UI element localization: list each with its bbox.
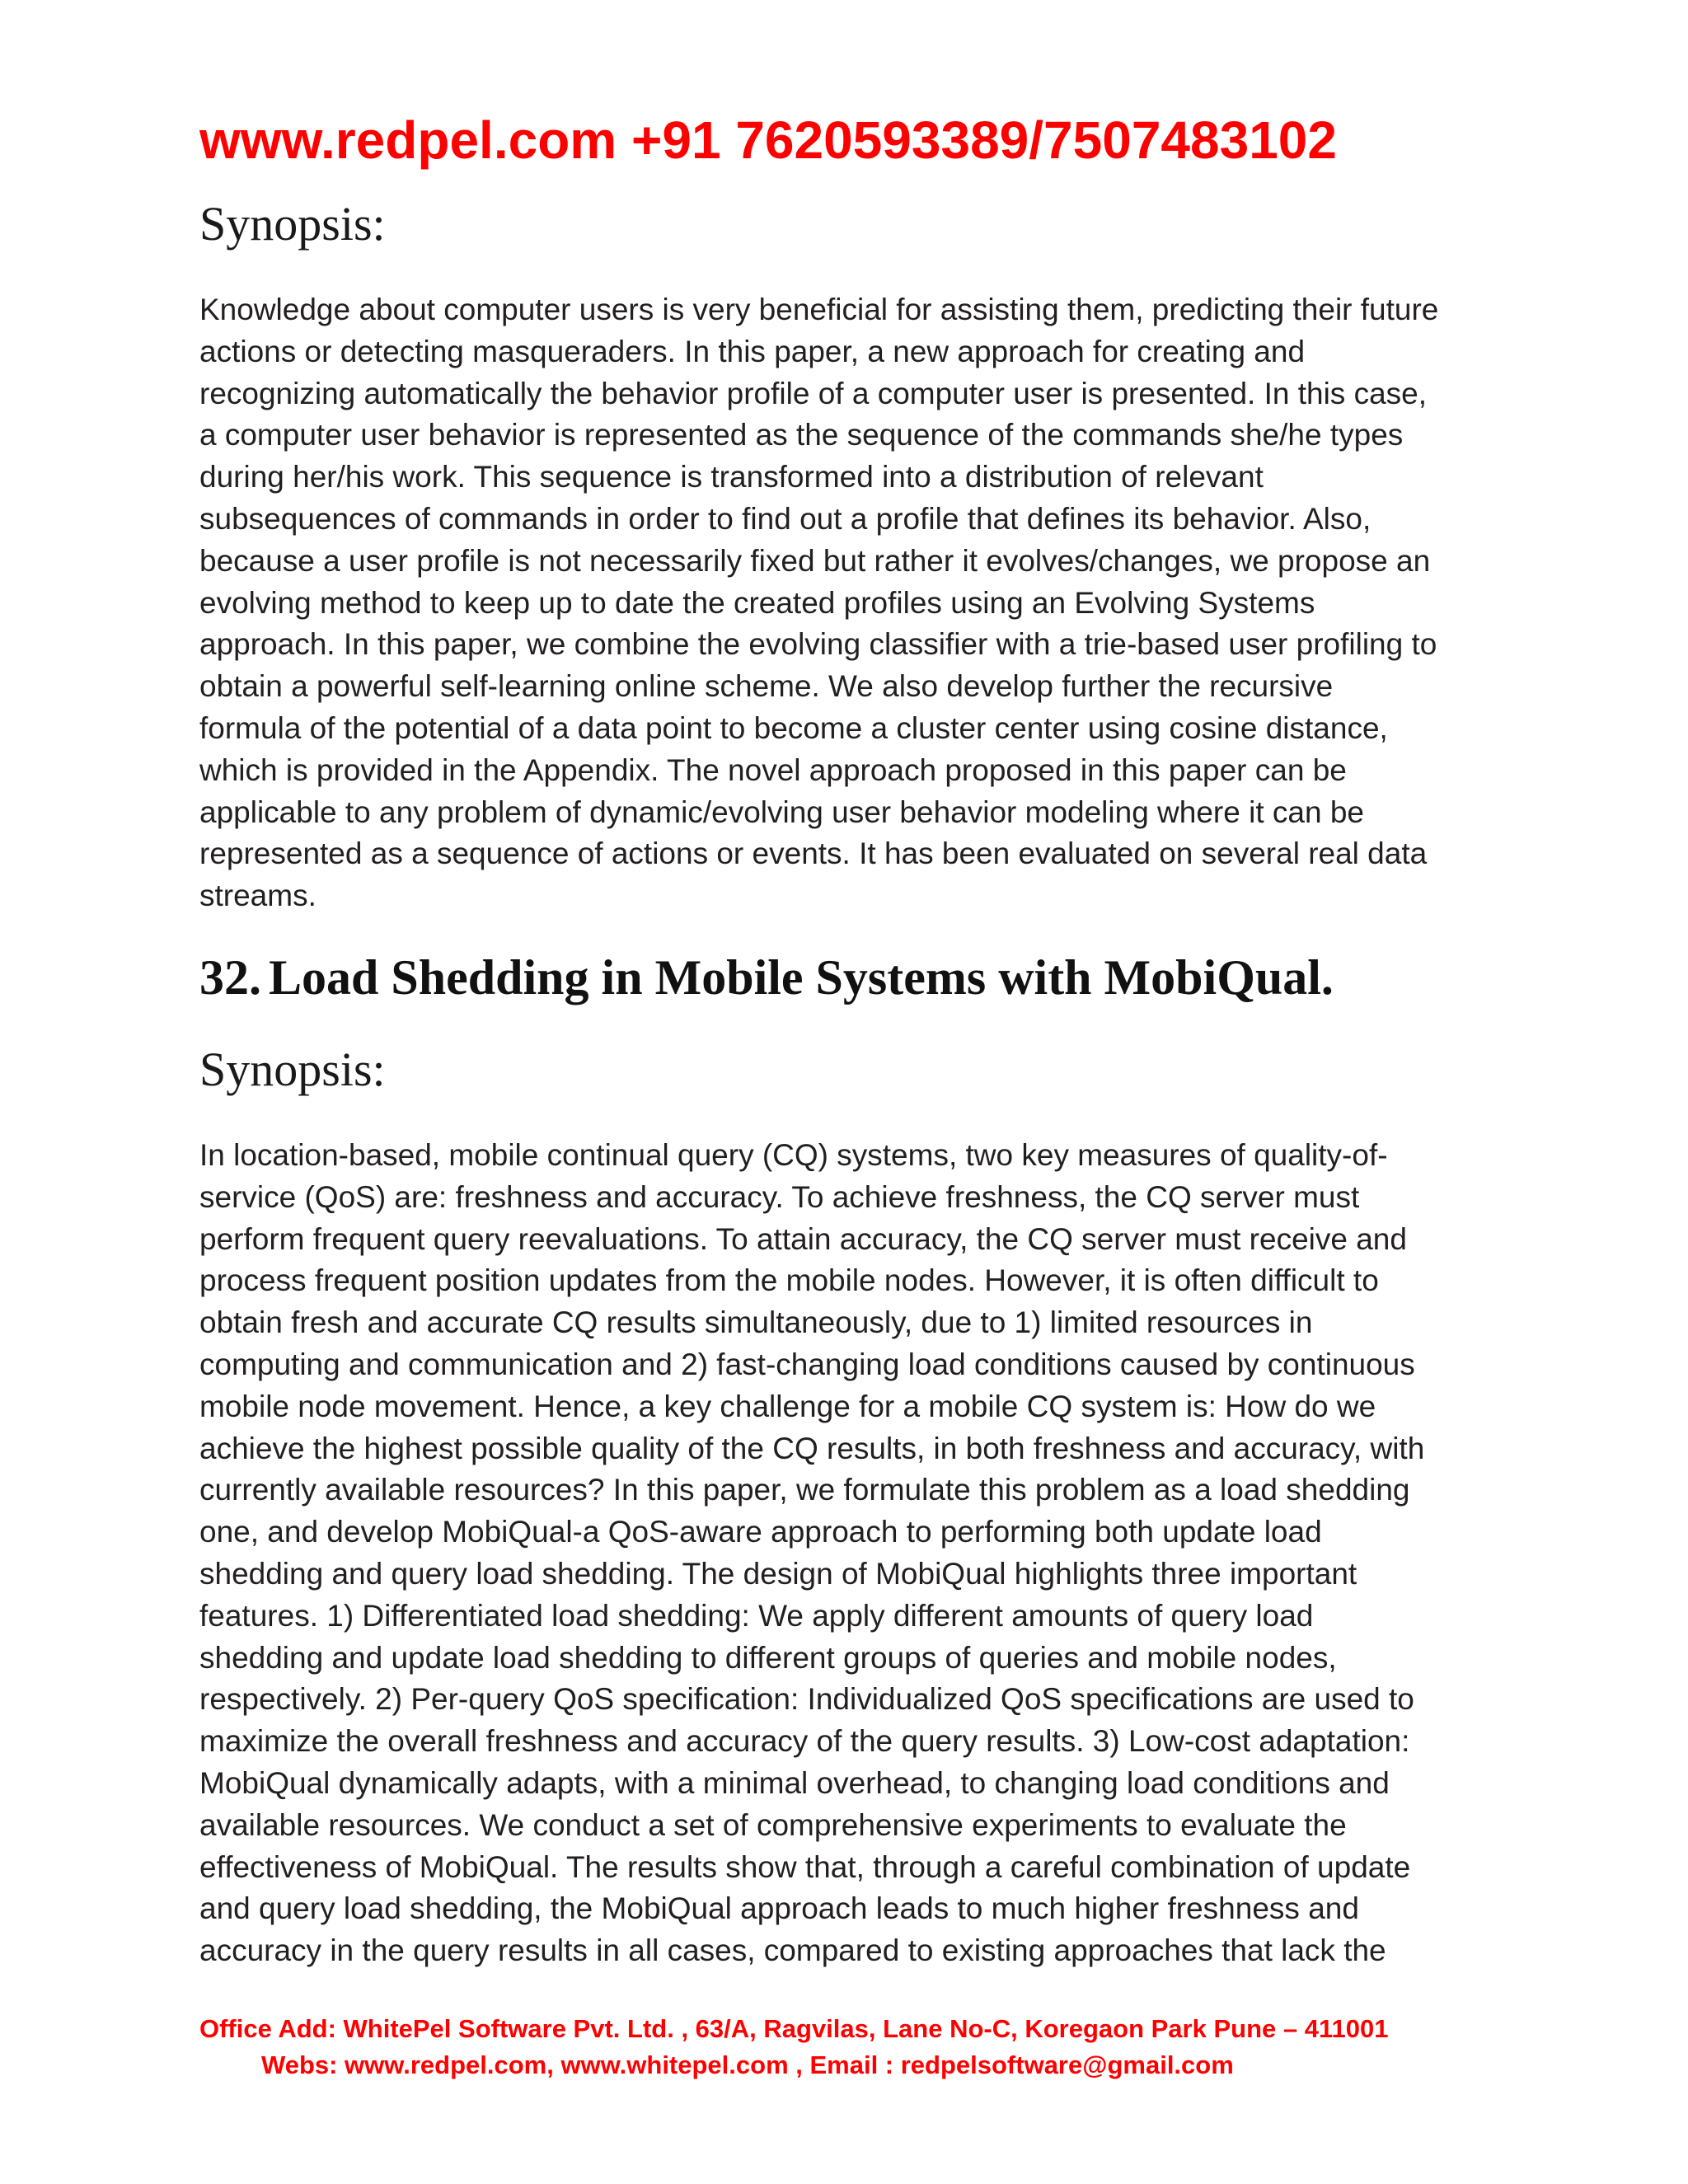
paragraph-line: service (QoS) are: freshness and accuracy. To achieve freshness, the CQ server must	[199, 1179, 1360, 1214]
section-title-text: Load Shedding in Mobile Systems with MobiQual.	[269, 950, 1334, 1005]
paragraph-line: shedding and query load shedding. The design of MobiQual highlights three important	[199, 1556, 1357, 1591]
paragraph-line: mobile node movement. Hence, a key challenge for a mobile CQ system is: How do we	[199, 1389, 1376, 1423]
paragraph-line: effectiveness of MobiQual. The results show that, through a careful combination of update	[199, 1849, 1411, 1884]
paragraph-line: actions or detecting masqueraders. In this paper, a new approach for creating and	[199, 334, 1306, 368]
synopsis-paragraph-1	[199, 289, 1518, 917]
paragraph-line: In location-based, mobile continual query (CQ) systems, two key measures of quality-of-	[199, 1138, 1388, 1172]
paragraph-line: applicable to any problem of dynamic/evolving user behavior modeling where it can be	[199, 794, 1364, 829]
paragraph-line: one, and develop MobiQual-a QoS-aware approach to performing both update load	[199, 1515, 1322, 1549]
paragraph-line: streams.	[199, 879, 316, 913]
paragraph-line: process frequent position updates from the mobile nodes. However, it is often difficult to	[199, 1263, 1379, 1298]
paragraph-line: respectively. 2) Per-query QoS specification: Individualized QoS specifications are used to	[199, 1682, 1414, 1717]
paragraph-line: which is provided in the Appendix. The novel approach proposed in this paper can be	[199, 752, 1347, 787]
paragraph-line: MobiQual dynamically adapts, with a minimal overhead, to changing load conditions and	[199, 1765, 1390, 1800]
synopsis-heading-1: Synopsis:	[199, 197, 386, 251]
paragraph-line: subsequences of commands in order to find out a profile that defines its behavior. Also,	[199, 501, 1372, 536]
paragraph-line: obtain fresh and accurate CQ results simultaneously, due to 1) limited resources in	[199, 1305, 1313, 1340]
paragraph-line: Knowledge about computer users is very beneficial for assisting them, predicting their future	[199, 293, 1439, 326]
paragraph-line: accuracy in the query results in all cases, compared to existing approaches that lack the	[199, 1933, 1386, 1968]
paragraph-line: represented as a sequence of actions or events. It has been evaluated on several real data	[199, 837, 1428, 871]
synopsis-paragraph-2	[199, 1135, 1518, 1972]
paragraph-line: shedding and update load shedding to different groups of queries and mobile nodes,	[199, 1640, 1337, 1675]
section-title	[199, 946, 1334, 1009]
paragraph-line: obtain a powerful self-learning online scheme. We also develop further the recursive	[199, 669, 1334, 704]
paragraph-line: recognizing automatically the behavior profile of a computer user is presented. In this case,	[199, 376, 1428, 410]
paragraph-line: achieve the highest possible quality of the CQ results, in both freshness and accuracy, with	[199, 1431, 1425, 1465]
contact-header: www.redpel.com +91 7620593389/7507483102	[199, 110, 1337, 170]
paragraph-line: because a user profile is not necessarily fixed but rather it evolves/changes, we propose an	[199, 543, 1431, 578]
paragraph-line: evolving method to keep up to date the created profiles using an Evolving Systems	[199, 585, 1315, 620]
paragraph-line: a computer user behavior is represented as the sequence of the commands she/he types	[199, 418, 1404, 452]
footer-address: Office Add: WhitePel Software Pvt. Ltd. , 63/A, Ragvilas, Lane No-C, Koregaon Park Pune – 411001	[199, 2014, 1389, 2043]
paragraph-line: formula of the potential of a data point to become a cluster center using cosine distance,	[199, 710, 1388, 745]
paragraph-line: maximize the overall freshness and accuracy of the query results. 3) Low-cost adaptation:	[199, 1724, 1410, 1759]
paragraph-line: available resources. We conduct a set of comprehensive experiments to evaluate the	[199, 1807, 1347, 1842]
paragraph-line: approach. In this paper, we combine the evolving classifier with a trie-based user profiling to	[199, 627, 1437, 662]
paragraph-line: computing and communication and 2) fast-changing load conditions caused by continuous	[199, 1347, 1415, 1381]
section-number: 32.	[199, 950, 261, 1005]
paragraph-line: features. 1) Differentiated load shedding: We apply different amounts of query load	[199, 1598, 1314, 1633]
paragraph-line: during her/his work. This sequence is transformed into a distribution of relevant	[199, 460, 1264, 494]
footer-webs: Webs: www.redpel.com, www.whitepel.com , Email : redpelsoftware@gmail.com	[261, 2050, 1234, 2079]
synopsis-heading-2: Synopsis:	[199, 1043, 386, 1096]
paragraph-line: and query load shedding, the MobiQual approach leads to much higher freshness and	[199, 1891, 1359, 1926]
paragraph-line: currently available resources? In this paper, we formulate this problem as a load shedding	[199, 1473, 1410, 1507]
paragraph-line: perform frequent query reevaluations. To attain accuracy, the CQ server must receive and	[199, 1221, 1407, 1256]
